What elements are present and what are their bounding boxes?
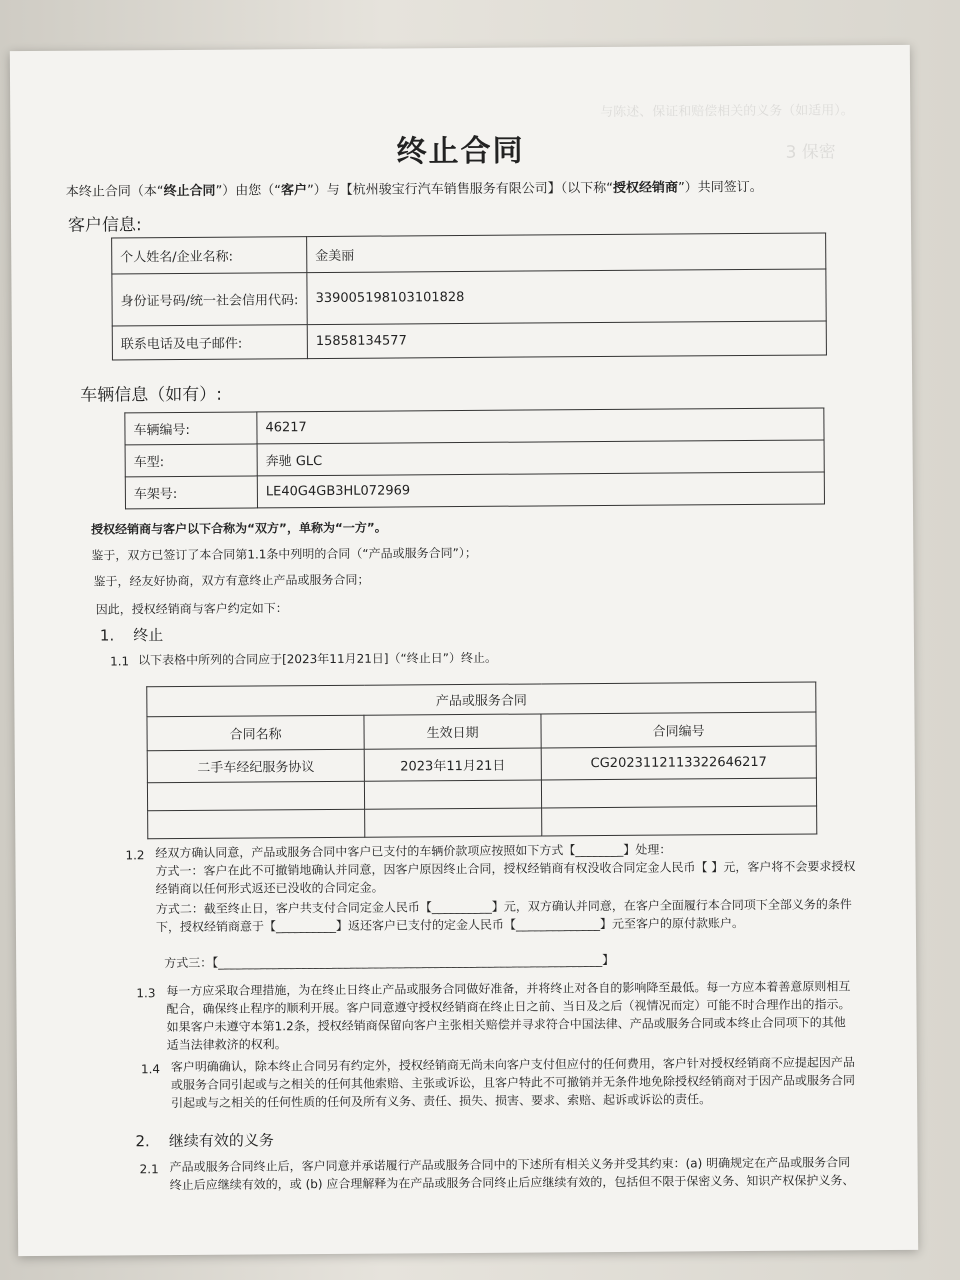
clause-1-2-number: 1.2 <box>125 848 145 863</box>
whereas-1: 鉴于，双方已签订了本合同第1.1条中列明的合同（“产品或服务合同”）； <box>91 545 477 563</box>
vehicle-info-table <box>124 407 825 509</box>
value-contact: 15858134577 <box>307 321 826 359</box>
customer-info-table <box>111 232 827 360</box>
vehicle-info-heading: 车辆信息（如有）: <box>80 384 223 406</box>
section-1-heading: 1. 终止 <box>99 626 164 645</box>
clause-1-1: 以下表格中所列的合同应于[2023年11月21日]（“终止日”）终止。 <box>138 650 497 668</box>
clause-1-3-number: 1.3 <box>136 986 156 1001</box>
clause-1-4: 客户明确确认，除本终止合同另有约定外，授权经销商无尚未向客户支付但应付的任何费用，客户针对授权经销商不应提起因产品或服务合同引起或与之相关的任何其他索赔、主张或诉讼，且客户特此不可撤销并无条件地免除授权经销商对于因产品或服务合同引起或与之相关的任何性质的任何及所有义务、责任、损失、损害、要求、索赔、起诉或诉讼的责任。 <box>170 1055 856 1111</box>
intro-paragraph: 本终止合同（本“终止合同”）由您（“客户”）与【杭州骏宝行汽车销售服务有限公司】（以下称“授权经销商”）共同签订。 <box>65 179 763 200</box>
clause-2-1: 产品或服务合同终止后，客户同意并承诺履行产品或服务合同中的下述所有相关义务并受其约束：(a) 明确规定在产品或服务合同终止后应继续有效的，或 (b) 应合理解释为在产品或服务合同终止后应继续有效的，包括但不限于保密义务、知识产权保护义务、 <box>169 1155 855 1193</box>
clause-1-3: 每一方应采取合理措施，为在终止日终止产品或服务合同做好准备，并将终止对各自的影响降至最低。每一方应本着善意原则相互配合，确保终止程序的顺利开展。客户同意遵守授权经销商在终止日之前、当日及之后（视情况而定）可能不时合理作出的指示。如果客户未遵守本第1.2条，授权经销商保留向客户主张相关赔偿并寻求符合中国法律、产品或服务合同或本终止合同项下的其他适当法律救济的权利。 <box>166 979 851 1053</box>
label-contact: 联系电话及电子邮件: <box>112 325 307 360</box>
clause-1-1-number: 1.1 <box>110 654 130 669</box>
table-row <box>148 806 817 839</box>
value-vehicle-no: 46217 <box>257 408 824 444</box>
clause-2-1-number: 2.1 <box>139 1162 159 1177</box>
value-vin: LE40G4GB3HL072969 <box>257 472 824 508</box>
label-model: 车型: <box>125 444 257 477</box>
customer-info-heading: 客户信息: <box>67 215 142 236</box>
clause-1-4-number: 1.4 <box>140 1062 161 1077</box>
header-contract-name: 合同名称 <box>147 715 364 751</box>
clause-1-2-way3: 方式三：【________________________________________________________________】 <box>164 952 615 971</box>
label-vehicle-no: 车辆编号: <box>125 412 257 445</box>
label-vin: 车架号: <box>125 476 257 509</box>
section-2-heading: 2. 继续有效的义务 <box>135 1131 274 1151</box>
page-title: 终止合同 <box>396 133 525 170</box>
contract-table-caption: 产品或服务合同 <box>147 682 816 717</box>
value-model: 奔驰 GLC <box>257 440 824 476</box>
value-name: 金美丽 <box>307 233 826 273</box>
clause-1-2-way2: 方式二：截至终止日，客户共支付合同定金人民币【__________】元，双方确认并同意，在客户全面履行本合同项下全部义务的条件下，授权经销商意于【__________】返还客户已支付的定金人民币【______________】元至客户的原付款账户。 <box>155 897 852 935</box>
header-contract-no: 合同编号 <box>541 712 816 748</box>
label-id: 身份证号码/统一社会信用代码: <box>112 273 307 326</box>
label-name: 个人姓名/企业名称: <box>112 237 307 274</box>
table-row: 二手车经纪服务协议 2023年11月21日 CG2023112113322646217 <box>147 746 816 783</box>
clause-1-2-intro: 经双方确认同意，产品或服务合同中客户已支付的车辆价款项应按照如下方式【________】处理： <box>155 842 672 861</box>
clause-1-2-way1: 方式一：客户在此不可撤销地确认并同意，因客户原因终止合同，授权经销商有权没收合同定金人民币【 】元，客户将不会要求授权经销商以任何形式返还已没收的合同定金。 <box>155 859 856 897</box>
ghost-text-right: 3 保密 <box>785 142 836 163</box>
therefore-clause: 因此，授权经销商与客户约定如下： <box>95 601 288 617</box>
value-id: 339005198103101828 <box>307 269 826 325</box>
ghost-text-top: 与陈述、保证和赔偿相关的义务（如适用）。 <box>600 103 854 121</box>
document-page <box>10 45 918 1256</box>
whereas-2: 鉴于，经友好协商，双方有意终止产品或服务合同； <box>93 572 370 589</box>
contract-table <box>146 682 817 840</box>
header-effective-date: 生效日期 <box>364 714 541 749</box>
parties-clause: 授权经销商与客户以下合称为“双方”，单称为“一方”。 <box>91 520 387 537</box>
